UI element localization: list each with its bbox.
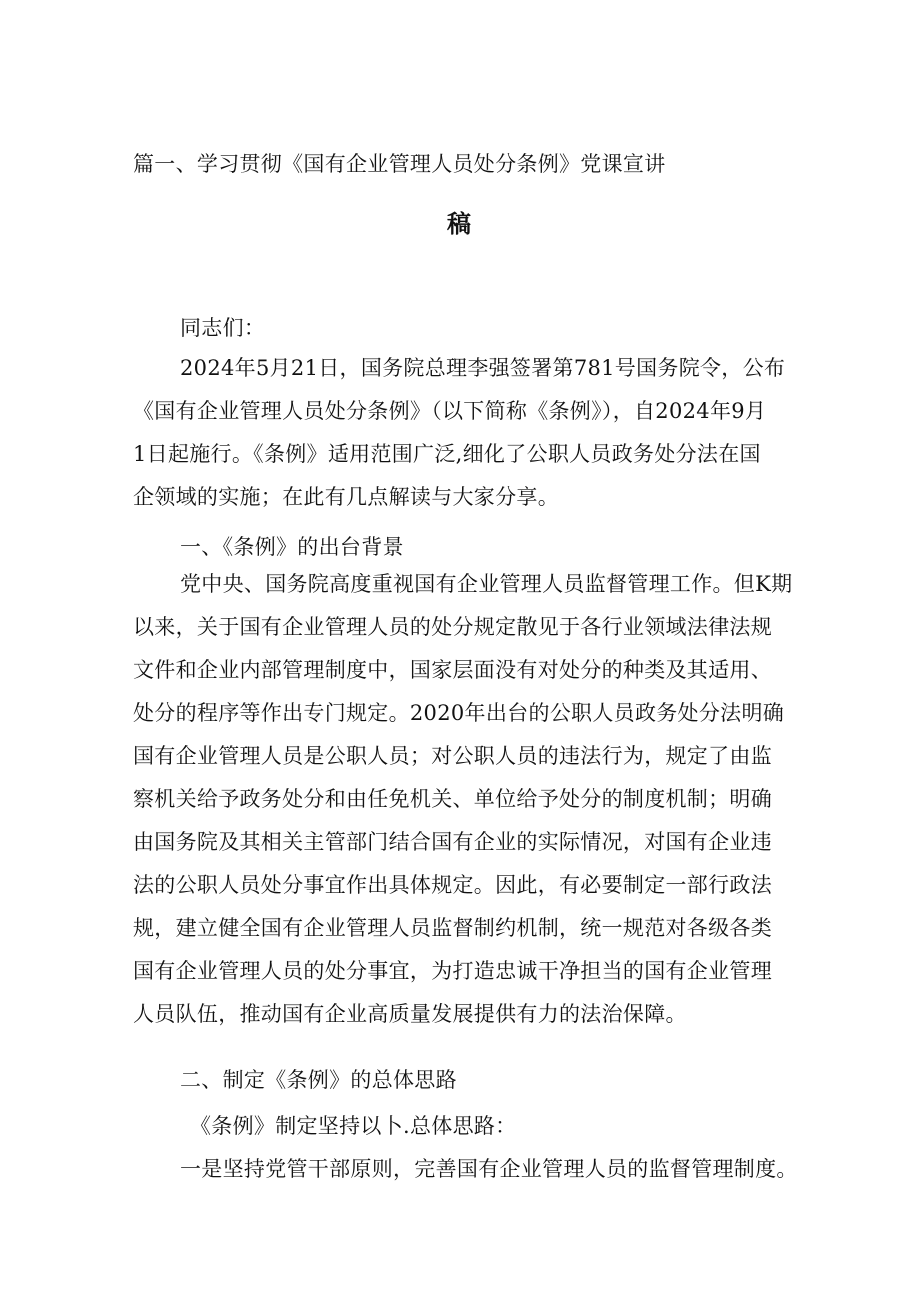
paragraph-line: 文件和企业内部管理制度中，国家层面没有对处分的种类及其适用、	[133, 658, 772, 682]
paragraph-line: 企领域的实施；在此有几点解读与大家分享。	[133, 485, 559, 509]
paragraph-line: 处分的程序等作出专门规定。2020年出台的公职人员政务处分法明确	[133, 701, 785, 725]
paragraph-line: 以来，关于国有企业管理人员的处分规定散见于各行业领域法律法规	[133, 615, 772, 639]
title-line-1: 篇一、学习贯彻《国有企业管理人员处分条例》党课宣讲	[133, 152, 666, 176]
paragraph-line: 一是坚持党管干部原则，完善国有企业管理人员的监督管理制度。	[180, 1157, 798, 1181]
section-heading-1: 一、《条例》的出台背景	[180, 535, 404, 559]
paragraph-line: 1日起施行。《条例》适用范围广泛,细化了公职人员政务处分法在国	[133, 442, 761, 466]
paragraph-line: 人员队伍，推动国有企业高质量发展提供有力的法治保障。	[133, 1002, 687, 1026]
paragraph-line: 法的公职人员处分事宜作出具体规定。因此，有必要制定一部行政法	[133, 873, 772, 897]
salutation: 同志们：	[180, 316, 266, 340]
paragraph-line: 《国有企业管理人员处分条例》（以下简称《条例》），自2024年9月	[133, 399, 767, 423]
paragraph-line: 察机关给予政务处分和由任免机关、单位给予处分的制度机制；明确	[133, 787, 772, 811]
paragraph-line: 2024年5月21日，国务院总理李强签署第781号国务院令，公布	[180, 356, 786, 380]
paragraph-line: 国有企业管理人员是公职人员；对公职人员的违法行为，规定了由监	[133, 744, 772, 768]
title-line-2: 稿	[447, 210, 472, 238]
paragraph-line: 规，建立健全国有企业管理人员监督制约机制，统一规范对各级各类	[133, 916, 772, 940]
paragraph-line: 党中央、国务院高度重视国有企业管理人员监督管理工作。但K期	[180, 572, 793, 596]
paragraph-line: 国有企业管理人员的处分事宜，为打造忠诚干净担当的国有企业管理	[133, 959, 772, 983]
paragraph-line: 《条例》制定坚持以卜.总体思路：	[190, 1114, 517, 1138]
paragraph-line: 由国务院及其相关主管部门结合国有企业的实际情况，对国有企业违	[133, 830, 772, 854]
section-heading-2: 二、制定《条例》的总体思路	[180, 1068, 457, 1092]
